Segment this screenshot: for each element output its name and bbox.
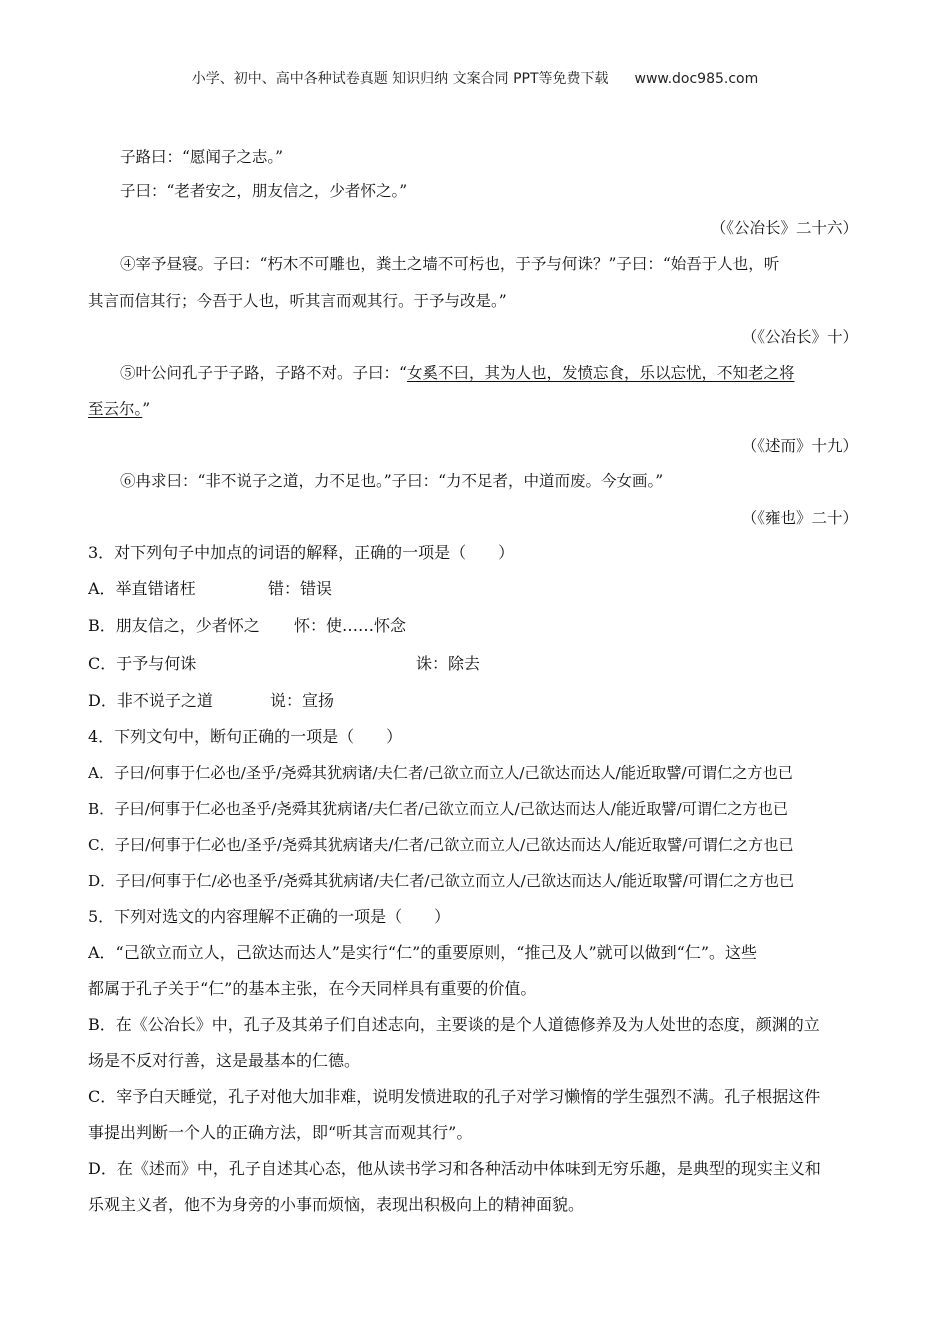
- q3-option-d[interactable]: D．非不说子之道 说：宣扬: [88, 691, 335, 710]
- underlined-sentence: 女奚不曰，其为人也，发愤忘食，乐以忘忧，不知老之将: [406, 364, 795, 382]
- passage-line: [120, 470, 858, 492]
- dotted-char: 说: [148, 691, 165, 710]
- dotted-char: 诛: [577, 255, 593, 273]
- dotted-char: 怀: [227, 616, 244, 635]
- q5-option-b[interactable]: B．在《公冶长》中，孔子及其弟子们自述志向，主要谈的是个人道德修养及为人处世的态度，颜渊的立: [88, 1015, 820, 1034]
- passage-text: 子曰：“老者安之，朋友信之，少者: [120, 182, 361, 200]
- source-citation: （《雍也》二十）: [741, 509, 858, 527]
- passage-text: 子之道，力不足也。”子曰：“力不足者，中道而废。今女画。”: [251, 472, 664, 490]
- underlined-sentence: 至云尔。: [88, 400, 143, 418]
- passage-text: ⑤叶公问孔子于子路，子路不对。子曰：“: [120, 364, 407, 382]
- source-citation: （《述而》十九）: [741, 437, 858, 455]
- explanation: 错：错误: [268, 579, 333, 598]
- q5-option-d-cont: 乐观主义者，他不为身旁的小事而烦恼，表现出积极向上的精神面貌。: [88, 1195, 585, 1214]
- q5-option-d[interactable]: D．在《述而》中，孔子自述其心态，他从读书学习和各种活动中体味到无穷乐趣，是典型的现实主义和: [88, 1159, 821, 1178]
- question-4-stem: 4．下列文句中，断句正确的一项是（ ）: [88, 727, 403, 746]
- passage-text: 其言而信其行；今吾于人也，听其言而观其行。于予与改是。”: [88, 292, 507, 310]
- dotted-char: 诛: [180, 654, 197, 673]
- dotted-char: 错: [147, 579, 164, 598]
- explanation: 说：宣扬: [270, 691, 335, 710]
- q5-option-c[interactable]: C．宰予白天睡觉，孔子对他大加非难，说明发愤进取的孔子对学习懒惰的学生强烈不满。孔子根据这件: [88, 1087, 821, 1106]
- q3-option-b[interactable]: B．朋友信之，少者怀之 怀：使……怀念: [88, 616, 407, 635]
- q5-option-b-cont: 场是不反对行善，这是最基本的仁德。: [88, 1051, 361, 1070]
- header-text: 小学、初中、高中各种试卷真题 知识归纳 文案合同 PPT等免费下载: [191, 71, 609, 87]
- passage-line: [120, 146, 858, 168]
- passage-line: [120, 362, 858, 384]
- q4-option-d[interactable]: D．子曰/何事于仁/必也圣乎/尧舜其犹病诸/夫仁者/己欲立而立人/己欲达而达人/能近取譬/可谓仁之方也已: [88, 872, 795, 890]
- dotted-char: 怀: [360, 182, 376, 200]
- explanation: 怀：使……怀念: [294, 616, 407, 635]
- q5-option-a-cont: 都属于孔子关于“仁”的基本主张，在今天同样具有重要的价值。: [88, 979, 537, 998]
- q4-option-c[interactable]: C．子曰/何事于仁必也/圣乎/尧舜其犹病诸夫/仁者/己欲立而立人/己欲达而达人/能近取譬/可谓仁之方也已: [88, 836, 794, 854]
- q3-option-a[interactable]: A．举直错诸枉 错：错误: [88, 579, 333, 598]
- q4-option-b[interactable]: B．子曰/何事于仁必也圣乎/尧舜其犹病诸/夫仁者/己欲立而立人/己欲达而达人/能近取譬/可谓仁之方也已: [88, 800, 789, 818]
- passage-text: 之。”: [375, 182, 408, 200]
- explanation: 诛：除去: [416, 654, 481, 673]
- dotted-char: 说: [236, 472, 252, 490]
- passage-line: [120, 253, 858, 275]
- passage-line: [120, 180, 858, 202]
- passage-text: ④宰予昼寝。子曰：“朽木不可雕也，粪土之墙不可杇也，于予与何: [120, 255, 578, 273]
- passage-line: [88, 398, 858, 420]
- passage-text: ”: [142, 400, 151, 418]
- source-citation: （《公冶长》二十六）: [710, 219, 858, 237]
- passage-text: ⑥冉求曰：“非不: [120, 472, 237, 490]
- q3-option-c[interactable]: C．于予与何诛 诛：除去: [88, 654, 481, 673]
- header-site: www.doc985.com: [634, 71, 759, 87]
- passage-text: ？”子曰：“始吾于人也，听: [592, 255, 780, 273]
- q5-option-a[interactable]: A．“己欲立而立人，己欲达而达人”是实行“仁”的重要原则，“推己及人”就可以做到“仁”。这些: [88, 943, 757, 962]
- passage-line: [88, 290, 858, 312]
- question-5-stem: 5．下列对选文的内容理解不正确的一项是（ ）: [88, 907, 451, 926]
- q5-option-c-cont: 事提出判断一个人的正确方法，即“听其言而观其行”。: [88, 1123, 473, 1142]
- source-citation: （《公冶长》十）: [741, 328, 858, 346]
- q4-option-a[interactable]: A．子曰/何事于仁必也/圣乎/尧舜其犹病诸/夫仁者/己欲立而立人/己欲达而达人/能近取譬/可谓仁之方也已: [88, 764, 793, 782]
- question-3-stem: 3．对下列句子中加点的词语的解释，正确的一项是（ ）: [88, 543, 515, 562]
- passage-text: 子路曰：“愿闻子之志。”: [120, 148, 284, 166]
- page-header: [0, 68, 950, 88]
